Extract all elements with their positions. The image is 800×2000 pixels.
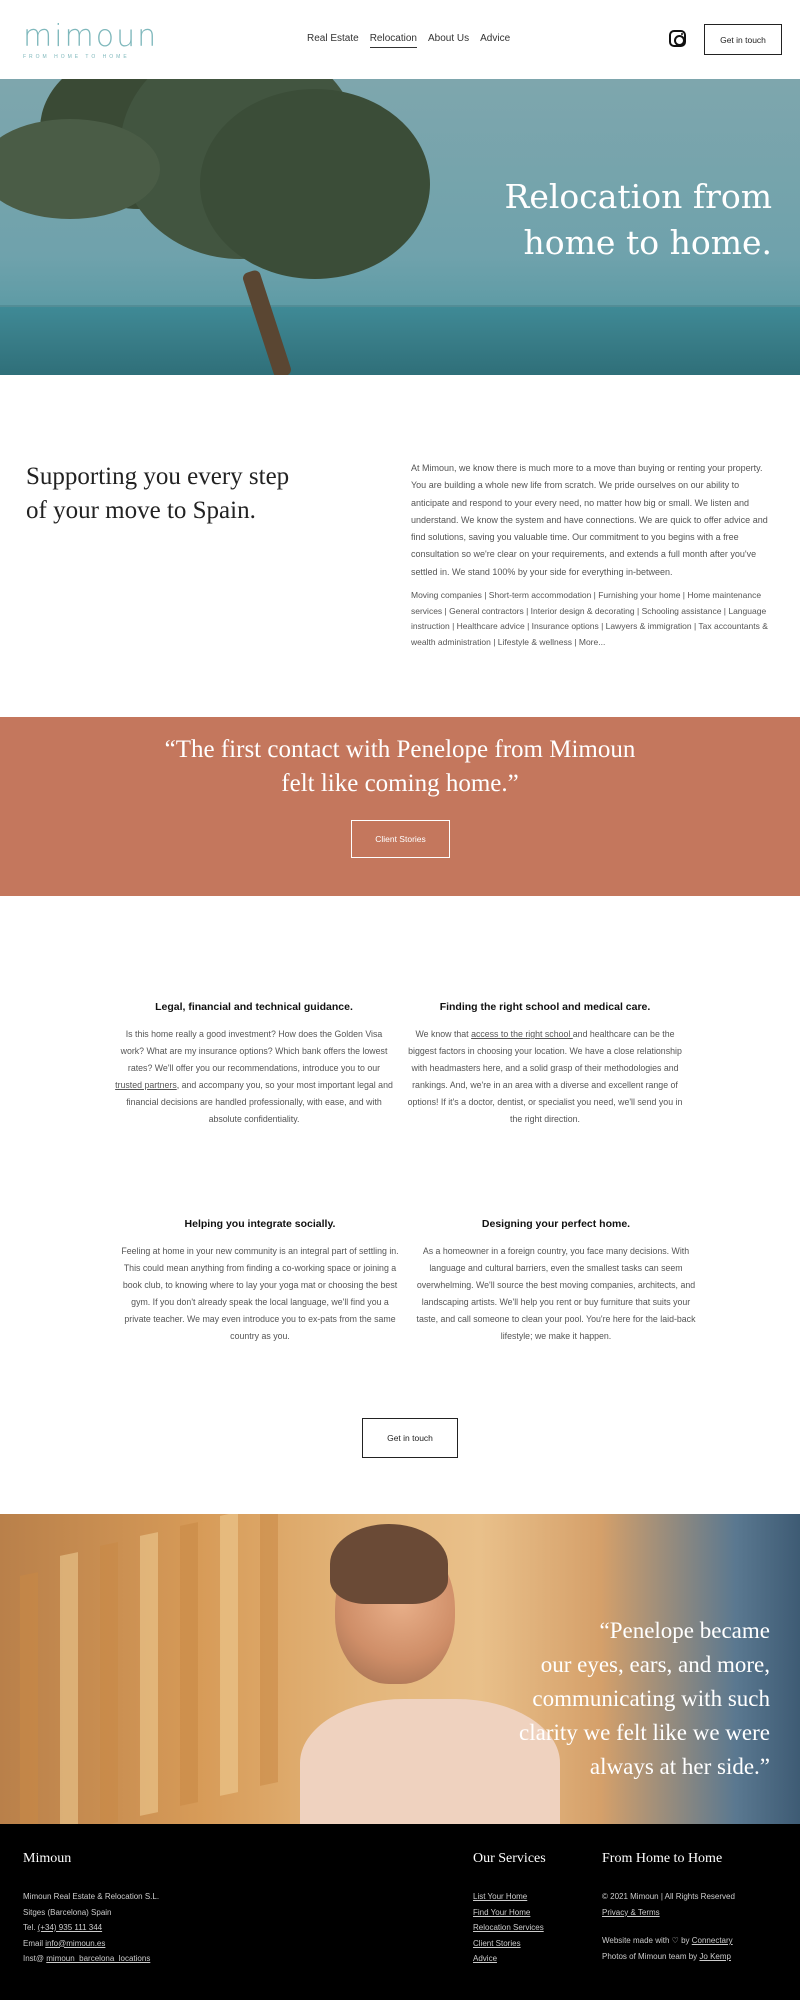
- testimonial-line: always at her side.”: [589, 1754, 770, 1779]
- instagram-row: [23, 1951, 159, 1967]
- connectary-link[interactable]: Connectary: [691, 1936, 733, 1945]
- privacy-terms-link[interactable]: Privacy & Terms: [602, 1907, 660, 1917]
- feature-title: Designing your perfect home.: [481, 1218, 631, 1230]
- feature-legal-financial: [114, 1001, 394, 1128]
- nav-about-us[interactable]: About Us: [427, 33, 470, 44]
- phone-row: [23, 1920, 159, 1936]
- feature-integrate-socially: [120, 1218, 400, 1345]
- intro-heading-line: of your move to Spain.: [26, 497, 256, 524]
- instagram-label: Inst@: [23, 1954, 47, 1963]
- instagram-link[interactable]: mimoun_barcelona_locations: [46, 1954, 151, 1963]
- feature-text: Feeling at home in your new community is an integral part of settling in. This could mean anything from finding a co-working space or joining a book club, to knowing where to lay your yoga mat or choosing the best gym. If you don't already speak the local language, we'll find you a private teacher. We may even introduce you to ex-pats from the same country as you.: [121, 1246, 399, 1341]
- website-credit: [602, 1933, 735, 1949]
- footer-contact: [23, 1851, 159, 1967]
- person-hair: [330, 1524, 448, 1604]
- footer-link-relocation-services[interactable]: Relocation Services: [473, 1923, 544, 1932]
- feature-title: Legal, financial and technical guidance.: [155, 1001, 353, 1013]
- photo-credit: [602, 1949, 735, 1965]
- email-label: Email: [23, 1938, 46, 1948]
- feature-school-medical: [405, 1001, 685, 1128]
- logo-wordmark: mimoun: [23, 19, 159, 54]
- footer-link-find-your-home[interactable]: Find Your Home: [473, 1907, 531, 1917]
- footer-link-client-stories[interactable]: Client Stories: [473, 1938, 521, 1948]
- services-list: Moving companies | Short-term accommodation | Furnishing your home | Home maintenance services | General contractors | Interior design & decorating | Schooling assistance | Language instruction | Healthcare advice | Insurance options | Lawyers & immigration | Tax accountants & wealth administration | Lifestyle & wellness | More...: [411, 590, 768, 647]
- nav-advice[interactable]: Advice: [480, 33, 511, 44]
- feature-text: As a homeowner in a foreign country, you face many decisions. With language and cultural barriers, even the smallest tasks can seem overwhelming. We'll source the best moving companies, architects, and landscaping artists. We'll help you rent or buy furniture that suits your taste, and call someone to clean your pool. You're here for the laid-back lifestyle; we make it happen.: [416, 1246, 696, 1341]
- trusted-partners-link[interactable]: trusted partners: [115, 1080, 177, 1090]
- hero-title-line: home to home.: [523, 223, 772, 262]
- testimonial-line: our eyes, ears, and more,: [540, 1652, 770, 1677]
- nav-relocation[interactable]: Relocation: [370, 33, 417, 48]
- shutter-slat: [180, 1522, 198, 1806]
- shutter-slat: [220, 1514, 238, 1796]
- instagram-icon[interactable]: [669, 30, 686, 47]
- footer-title: From Home to Home: [602, 1851, 723, 1866]
- shutter-slat: [60, 1552, 78, 1824]
- phone-label: Tel.: [23, 1923, 38, 1932]
- footer-legal: [602, 1851, 735, 1964]
- hero-banner: [0, 79, 800, 375]
- feature-text-part: We know that: [415, 1029, 472, 1039]
- client-quote: [100, 733, 700, 801]
- feature-perfect-home: [416, 1218, 696, 1345]
- quote-band: [0, 717, 800, 896]
- intro-heading-line: Supporting you every step: [26, 463, 290, 490]
- testimonial-quote: [430, 1614, 770, 1784]
- testimonial-image: [0, 1514, 800, 1824]
- tree-foliage: [200, 89, 430, 279]
- credit-text: Photos of Mimoun team by: [602, 1951, 700, 1961]
- feature-text: [114, 1026, 394, 1128]
- footer-link-list-your-home[interactable]: List Your Home: [473, 1892, 528, 1901]
- logo-tagline: FROM HOME TO HOME: [23, 54, 130, 60]
- spacer: [602, 1920, 735, 1933]
- feature-text-part: , and accompany you, so your most important legal and financial decisions are handled professionally, with ease, and with absolute confidentiality.: [126, 1080, 393, 1124]
- feature-title: Helping you integrate socially.: [184, 1218, 336, 1230]
- main-nav: [307, 33, 510, 48]
- feature-text: [405, 1026, 685, 1128]
- quote-line: felt like coming home.”: [281, 770, 519, 797]
- email-link[interactable]: info@mimoun.es: [45, 1938, 106, 1948]
- get-in-touch-button[interactable]: Get in touch: [704, 24, 782, 55]
- feature-text-part: and healthcare can be the biggest factors in choosing your location. We have a close relationship with headmasters here, and a solid grasp of their methodologies and rankings. And, we're in an area with a diverse and excellent range of options! If it's a doctor, dentist, or specialist you need, we'll send you in the right direction.: [407, 1029, 683, 1124]
- get-in-touch-button[interactable]: Get in touch: [362, 1418, 458, 1458]
- copyright: © 2021 Mimoun | All Rights Reserved: [602, 1892, 735, 1901]
- client-stories-button[interactable]: Client Stories: [351, 820, 450, 858]
- credit-text: Website made with: [602, 1936, 672, 1945]
- intro-body: At Mimoun, we know there is much more to a move than buying or renting your property. You are building a whole new life from scratch. We pride ourselves on our ability to anticipate and respond to your every need, no matter how big or small. We listen and understand. We know the system and have connections. We are quick to offer advice and find solutions, saving you valuable time. Our commitment to you begins with a free consultation so we're clear on your requirements, and extends a full month after you've settled in. We stand 100% by your side for everything in-between.: [411, 463, 768, 577]
- credit-text: by: [678, 1936, 692, 1945]
- sea-image: [0, 307, 800, 375]
- footer-title: Mimoun: [23, 1851, 72, 1866]
- shutter-slat: [140, 1532, 158, 1816]
- company-address: Sitges (Barcelona) Spain: [23, 1907, 112, 1917]
- right-school-link[interactable]: access to the right school: [471, 1029, 573, 1039]
- feature-text-part: Is this home really a good investment? How does the Golden Visa work? What are my insurance options? Which bank offers the lowest rates? We'll offer you our recommendations, introduce you to our: [120, 1029, 388, 1073]
- hero-title: [412, 174, 772, 266]
- shutter-slat: [260, 1514, 278, 1786]
- phone-link[interactable]: (+34) 935 111 344: [37, 1923, 103, 1932]
- photographer-link[interactable]: Jo Kemp: [699, 1951, 731, 1961]
- footer-services: [473, 1851, 546, 1967]
- email-row: [23, 1936, 159, 1952]
- shutter-slat: [20, 1572, 38, 1824]
- shutter-slat: [100, 1542, 118, 1824]
- site-footer: [0, 1824, 800, 2000]
- site-header: [0, 0, 800, 79]
- feature-title: Finding the right school and medical care.: [439, 1001, 651, 1013]
- nav-real-estate[interactable]: Real Estate: [307, 33, 359, 44]
- mimoun-logo[interactable]: [23, 19, 159, 60]
- hero-title-line: Relocation from: [504, 177, 772, 216]
- footer-title: Our Services: [473, 1851, 546, 1866]
- testimonial-line: clarity we felt like we were: [519, 1720, 770, 1745]
- intro-heading: [26, 460, 346, 528]
- testimonial-line: “Penelope became: [599, 1618, 770, 1643]
- quote-line: “The first contact with Penelope from Mimoun: [164, 736, 636, 763]
- footer-link-advice[interactable]: Advice: [473, 1954, 498, 1963]
- company-name: Mimoun Real Estate & Relocation S.L.: [23, 1892, 160, 1901]
- testimonial-line: communicating with such: [532, 1686, 770, 1711]
- heart-icon: ♡: [671, 1936, 679, 1945]
